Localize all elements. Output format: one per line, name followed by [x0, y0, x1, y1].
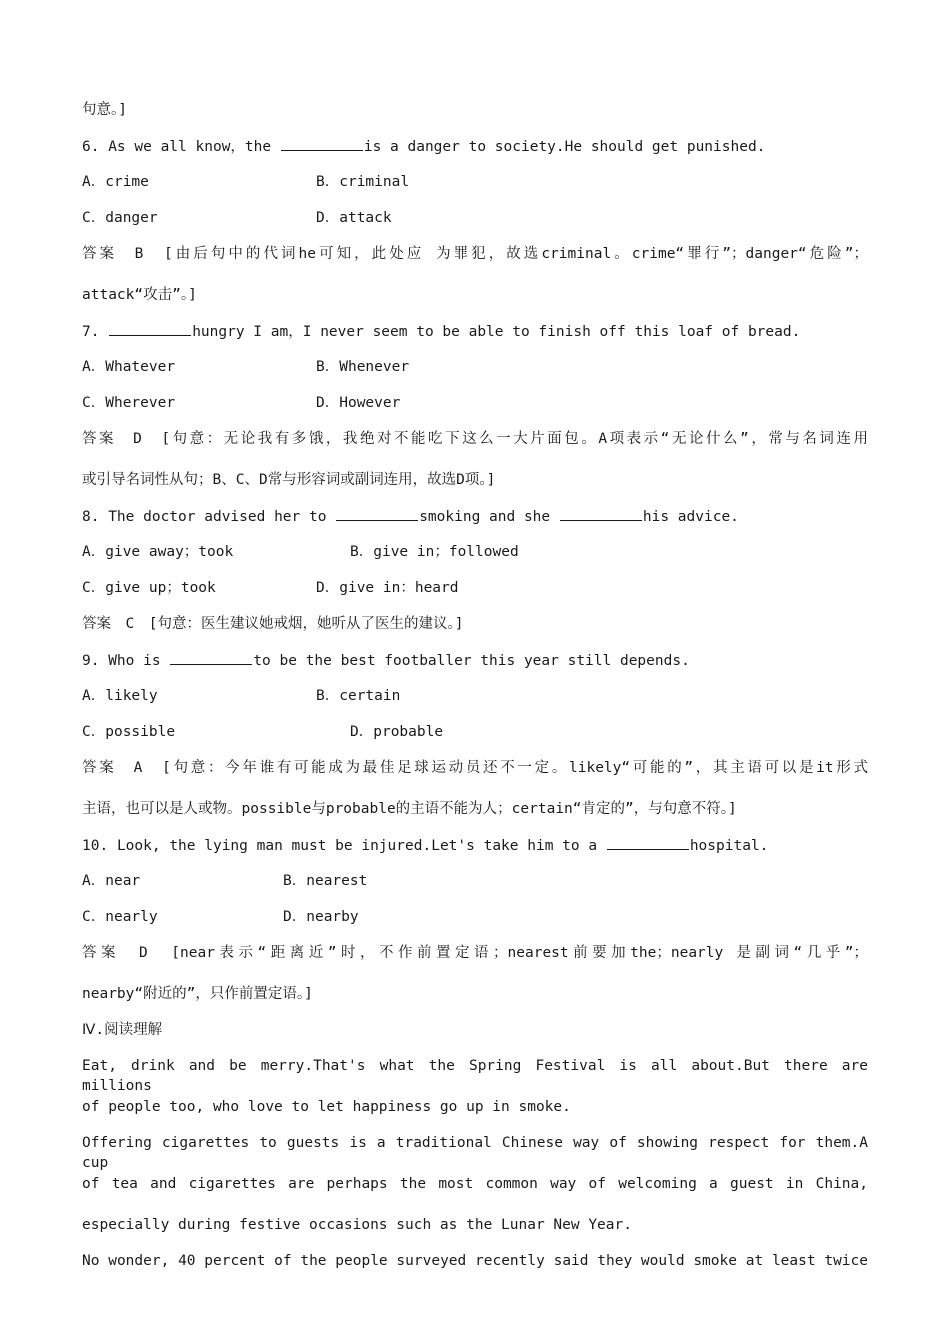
option-d: D．probable [350, 724, 444, 740]
passage-line: Eat, drink and be merry.That's what the Spring Festival is all about.But there are millions [82, 1058, 868, 1094]
option-b: B．nearest [283, 873, 368, 889]
answer-explanation-cont: 或引导名词性从句；B、C、D常与形容词或副词连用，故选D项。] [82, 472, 496, 488]
option-a: A．likely [82, 688, 158, 704]
question-7 [82, 321, 800, 342]
question-number: 8. [82, 509, 100, 525]
option-c: C．danger [82, 210, 158, 226]
question-text: his advice. [642, 509, 739, 525]
option-d: D．nearby [283, 909, 359, 925]
answer-explanation: 答案 A [句意：今年谁有可能成为最佳足球运动员还不一定。likely“可能的”，其主语可以是it形式 [82, 760, 868, 776]
option-d: D．However [316, 395, 401, 411]
option-d: D．attack [316, 210, 392, 226]
passage-line: especially during festive occasions such as the Lunar New Year. [82, 1217, 632, 1233]
answer-blank [281, 136, 363, 151]
answer-blank [109, 321, 191, 336]
question-text: smoking and she [419, 509, 551, 525]
question-text: The doctor advised her to [108, 509, 327, 525]
question-text: As we all know，the [108, 139, 272, 155]
option-a: A．give away；took [82, 544, 234, 560]
question-6 [82, 136, 765, 157]
answer-explanation: 答案 D [near表示“距离近”时，不作前置定语；nearest前要加the；nearly 是副词“几乎”； [82, 945, 868, 961]
question-text: Who is [108, 653, 161, 669]
option-a: A．crime [82, 174, 149, 190]
option-b: B．certain [316, 688, 401, 704]
passage-line: of people too, who love to let happiness go up in smoke. [82, 1099, 571, 1115]
question-text: is a danger to society.He should get punished. [363, 139, 766, 155]
answer-blank [170, 650, 252, 665]
option-c: C．give up；took [82, 580, 216, 596]
answer-blank [336, 506, 418, 521]
answer-explanation-cont: nearby“附近的”，只作前置定语。] [82, 986, 313, 1002]
question-number: 10. [82, 838, 109, 854]
option-c: C．possible [82, 724, 176, 740]
option-c: C．Wherever [82, 395, 176, 411]
question-text: Look, the lying man must be injured.Let's take him to a [116, 838, 598, 854]
option-d: D．give in：heard [316, 580, 459, 596]
answer-explanation: 答案 D [句意：无论我有多饿，我绝对不能吃下这么一大片面包。A项表示“无论什么”，常与名词连用 [82, 431, 868, 447]
answer-explanation: 答案 C [句意：医生建议她戒烟，她听从了医生的建议。] [82, 616, 464, 632]
question-10 [82, 835, 768, 856]
question-8 [82, 506, 739, 527]
passage-line: Offering cigarettes to guests is a traditional Chinese way of showing respect for them.A cup [82, 1135, 868, 1171]
answer-explanation: 答案 B [由后句中的代词he可知，此处应 为罪犯，故选criminal。crime“罪行”；danger“危险”； [82, 246, 868, 262]
option-b: B．criminal [316, 174, 410, 190]
question-number: 7. [82, 324, 100, 340]
passage-line: of tea and cigarettes are perhaps the most common way of welcoming a guest in China, [82, 1176, 868, 1192]
option-a: A．near [82, 873, 141, 889]
option-b: B．give in；followed [350, 544, 519, 560]
question-number: 9. [82, 653, 100, 669]
option-a: A．Whatever [82, 359, 176, 375]
question-text: to be the best footballer this year still depends. [253, 653, 690, 669]
q5-explanation-tail: 句意。] [82, 102, 127, 118]
question-number: 6. [82, 139, 100, 155]
question-text: hospital. [689, 838, 769, 854]
question-text: hungry I am，I never seem to be able to finish off this loaf of bread. [192, 324, 801, 340]
passage-line: No wonder, 40 percent of the people surveyed recently said they would smoke at least twice [82, 1253, 868, 1269]
answer-explanation-cont: attack“攻击”。] [82, 287, 197, 303]
question-9 [82, 650, 690, 671]
answer-blank [607, 835, 689, 850]
answer-blank [560, 506, 642, 521]
option-c: C．nearly [82, 909, 158, 925]
answer-explanation-cont: 主语，也可以是人或物。possible与probable的主语不能为人；certain“肯定的”，与句意不符。] [82, 801, 737, 817]
section-heading: Ⅳ.阅读理解 [82, 1022, 163, 1038]
option-b: B．Whenever [316, 359, 410, 375]
